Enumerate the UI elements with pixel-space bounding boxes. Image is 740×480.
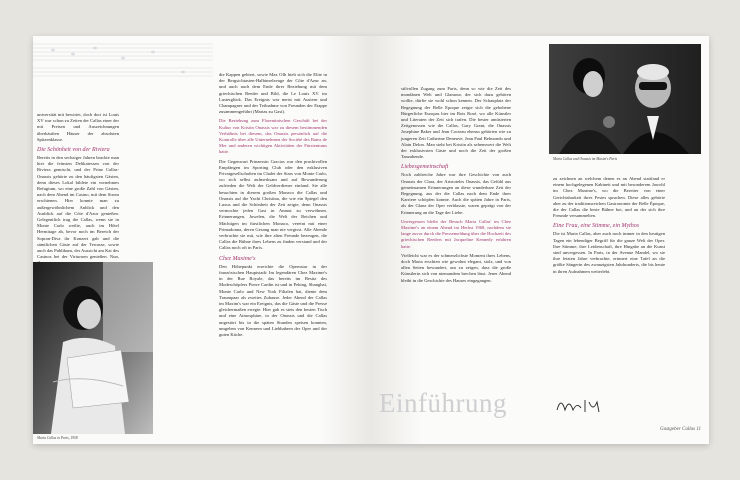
left-page bbox=[33, 36, 371, 444]
society-paragraph: Die Gegenwart Prinzessin Gracias war den prachtvollen Empfängen im Sporting Club oder den exklusiven Privatgesellschaften im Chalet der Stars von Monte Carlo, wo sich selbst aufmerksam und auf Bewunderung zufrieden die Welt der Geldverdiener einfand. Sie alle besuchten in diesem großen Monaco die Callas und Onassis auf die Yacht Christina, die wie ein Spiegel den Luxus und die Schönheit der Zeit zeigte, denn Onassis vermochte jeden Gast in Anmut zu verwöhnen. Erinnerungen, Juwelen, die Welt der Reichen und Mächtigen im fürstlichen Monaco, vereint mit einer Primadonna, deren Gesang man nie vergisst. Alle Abende verbrachte sie mit, wie ihre alten Freunde bezeugen, die Callas die Bühne ihres Lebens zu finden verstand und der Callas noch oft in Paris. bbox=[219, 158, 327, 251]
signature-scribble bbox=[553, 392, 613, 418]
liebes-heading: Liebesgemeinschaft bbox=[401, 164, 449, 171]
left-column-2 bbox=[219, 72, 327, 432]
paris-paragraph: stilvollen Zugang zum Paris, denn so wie die Zeit des mondänen Welt und Glamour, der sich dazu gehören wollte, dürfte sie wohl schon kennen. Der Schauplatz der Begegnung der Belle Epoque zeigte sich die gehobene Bürgerliche Europas hier im Bois Rosé, wo alle Künstler und Literaten der Zeit sich trafen. Die bester amüsierten Zeitgenossen wie die Callas, Gary Grant, die Onassis Josephine Baker und Jean Cocteau ebenso gehörten wie zu jungeren Zeit Catherine Deneuve, Jean Paul Belmondo und Alain Delon. Man sieht bei Kristin als sehenswert die Welt der exklusivsten Gäste und noch die Zeit der großen Tanzabende. bbox=[401, 86, 511, 160]
page-number: Gastgeber Callas 11 bbox=[659, 427, 701, 432]
callas-onassis-image bbox=[549, 44, 701, 154]
signature bbox=[553, 392, 613, 418]
yacht-paragraph: die Kappen gebiert, sowie Max Ofh hielt sich die Elite in der Bergsichtasten-Halbinselzeuge der Côte d'Azur an, und auch nach dem Ende ihrer Beziehung mit dem griechischen Reeder und Bild, die Le Louis XV. im Lusterglück. Das Ereignis war meist mit Austern und Champagner und der Teilnahme von Freunden der Etappe zusammengeführt (Marias zu Gast). bbox=[219, 72, 327, 115]
riviera-heading: Die Schönheit von der Riviera bbox=[37, 147, 110, 154]
maxims-heading: Chez Maxime's bbox=[219, 255, 256, 262]
mythos-heading: Eine Frau, eine Stimme, ein Mythos bbox=[553, 223, 640, 230]
intro-paragraph: universität mit bewirtet, doch dort ist Louis XV war schon zu Zeiten der Callas einer der mit Preisen und Auszeichnungen überhäuften Häuser der absoluten Spitzenklasse. bbox=[37, 112, 119, 142]
callas-reading-photo bbox=[33, 262, 153, 434]
highlight-paragraph: Die Beziehung zum Florentinischen Geschäft bei der Kultur von Kristin Onassis war zu diesem bestimmenden Verhältnis bei diesem, das Onassis persönlich auf die Kontrolle über alle Unternehmen der Société des Bains de Mer und anderen wichtigen Aktivitäten der Fürstentums hatte. bbox=[219, 118, 327, 155]
callas-reading-image bbox=[33, 262, 153, 434]
right-column-1 bbox=[401, 86, 511, 396]
left-photo-caption: Maria Callas in Paris, 1958 bbox=[37, 436, 78, 440]
chapter-title: Einführung bbox=[379, 388, 507, 418]
evening-paragraph: Vielleicht war es der schmerzlichste Moment ihres Lebens, doch Maria erschien wie gewohnt elegant, stolz, und von allen Seiten bewundert, um zu zeigen, dass die große Künstlerin sich von niemandem brechen lässt. Jener Abend bleibt in die Geschichte des Hauses eingegangen. bbox=[401, 252, 511, 283]
cabinet-paragraph: zu zeichnen an welchem denen es an Abend stattfand er einem hochgelegenen Kabinett und mit besonderem Jawohl im Chez Maxime's, wo die Bereiter von einer Gerichtsbarkeit ihres Festes sprachen. Diese alles gehörte aber zu der traditionsreichen Gastronomie der Belle Époque, die der Callas die beste Bühne bot, und an der sich ihre Freunde versammelten. bbox=[553, 176, 665, 219]
liebes-paragraph: Noch zahlreiche Jahre war ihre Geschichte von auch Onassis der Clara, der Aristoteles Onassis, das Gefühl aus gemeinsamen Erinnerungen an diese wunderbare Zeit der Begegnung, aus der die Callas nach dem Ende ihrer Karriere schöpfen konnte. Auch die späten Jahre in Paris, als der Glanz der Oper verblasste, waren geprägt von der Erinnerung an die Tage der Liebe. bbox=[401, 172, 511, 215]
right-photo-caption: Maria Callas und Onassis im Maxim's Paris bbox=[553, 157, 618, 161]
left-column-1 bbox=[37, 112, 119, 262]
callas-onassis-photo bbox=[549, 44, 701, 154]
right-column-2 bbox=[553, 176, 665, 400]
riviera-paragraph: Bereits in den sechziger Jahren brachte man hier die feinsten Delikatessen von der Riviera gemischt, und der Prinz Callas-Onassis gehörte zu den häufigsten Gästen, denn dieses Lokal bildete ein vornehmes Refugium, wo eine große Zahl von Gästen, nach dem Abend im Casino, mit dem Strom erschienen. Hier konnte man zu außergewöhnlichem Anblick und den Ausblick auf die Côte d'Azur genießen. Gelegentlich trug die Callas, wenn sie in Monte Carlo weilte, auch im Hôtel Hermitage ab, bevor noch im Bereich der Sopran-Diva ihr Konzert gab und die sämtlichen Gäste auf der Terrasse, sowie auch das Publikum, der Aussicht am Kai des Casinos bei der Virtuosen genießen. Nun, bbox=[37, 155, 119, 260]
mythos-paragraph: Die ist Maria Callas, aber auch noch immer in den heutigen Tagen ein lebendiger Begriff für die ganze Welt der Oper. Ihre Stimme, ihre Leidenschaft, ihre Hingabe an die Kunst sind unvergessen. In Paris, in der Avenue Mandel, wo sie ihre letzten Jahre verbrachte, erinnert eine Tafel an die größte Sängerin des zwanzigsten Jahrhunderts, die bis heute in ihren Aufnahmen weiterlebt. bbox=[553, 231, 665, 274]
maxims-paragraph: Den Höhepunkt erreichte die Opernstar in der französischen Hauptstadt: Im legendären Chez Maxime's in der Rue Royale, das bereits im Besitz des Modeschöpfers Pierre Cardin ist und in Peking, Shanghai, Monte Carlo und New York Filialen hat, diente dem Traumpaar als zweites Zuhause. Jeder Abend der Callas im Maxim's war ein Ereignis, das die Gäste und die Presse gleichermaßen erregte. Hier gab es stets den besten Tisch und eine Atmosphäre, in der Onassis und die Callas ungestört bis in die späten Stunden speisen konnten, umgeben von Kennern und Liebhabern der Oper und der guten Küche. bbox=[219, 263, 327, 337]
right-page bbox=[371, 36, 709, 444]
sheet-music-decoration bbox=[33, 36, 213, 84]
kennedy-highlight: Unvergessen bleibt der Besuch Maria Callas' im Chez Maxime's an einem Abend im Herbst 1968, nachdem sie lange zuvor durch die Pressemeldung über die Hochzeit des griechischen Reeders mit Jacqueline Kennedy erfahren hatte. bbox=[401, 218, 511, 249]
magazine-spread bbox=[33, 36, 709, 444]
